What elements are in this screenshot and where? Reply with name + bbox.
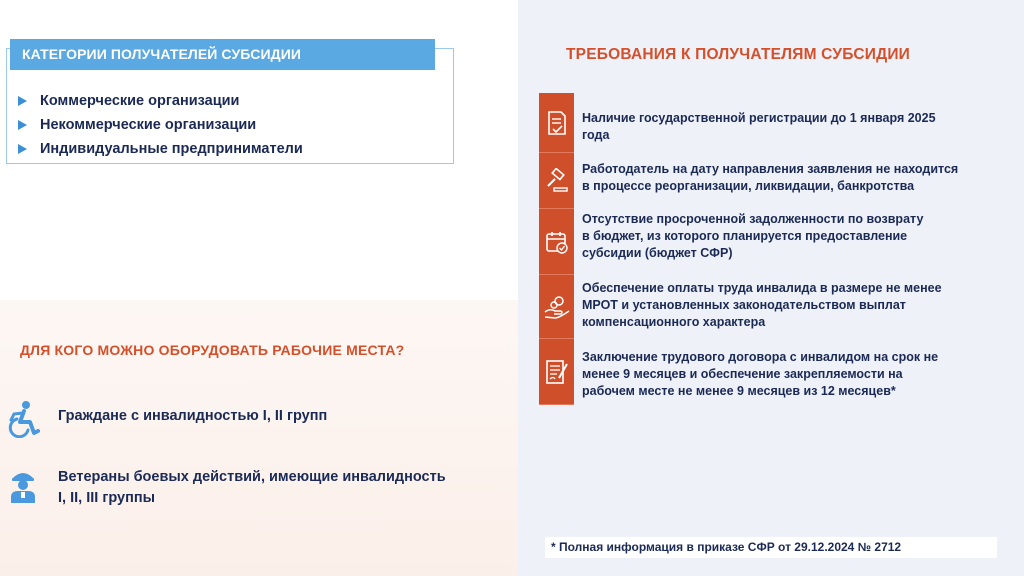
footnote: * Полная информация в приказе СФР от 29.12.2024 № 2712: [545, 537, 997, 558]
triangle-bullet-icon: [18, 120, 27, 130]
who-item-veterans: Ветераны боевых действий, имеющие инвалидность I, II, III группы: [6, 466, 446, 509]
list-item: Коммерческие организации: [18, 89, 303, 113]
veteran-icon: [6, 466, 40, 504]
requirement-icon-cell: [539, 275, 574, 339]
list-item: Индивидуальные предприниматели: [18, 137, 303, 161]
requirement-row-2: Работодатель на дату направления заявления не находится в процессе реорганизации, ликвидации, банкротства: [539, 153, 1002, 209]
who-item-disabled: Граждане с инвалидностью I, II групп: [6, 400, 327, 438]
list-item: Некоммерческие организации: [18, 113, 303, 137]
requirements-title: ТРЕБОВАНИЯ К ПОЛУЧАТЕЛЯМ СУБСИДИИ: [566, 46, 911, 63]
categories-list: [18, 89, 303, 161]
requirement-icon-cell: [539, 93, 574, 153]
requirement-row-5: Заключение трудового договора с инвалидом на срок не менее 9 месяцев и обеспечение закрепляемости на рабочем месте не менее 9 месяцев из 12 месяцев*: [539, 339, 1002, 405]
categories-title: КАТЕГОРИИ ПОЛУЧАТЕЛЕЙ СУБСИДИИ: [10, 39, 435, 70]
gavel-icon: [544, 168, 570, 194]
contract-icon: [544, 358, 570, 386]
requirement-row-3: Отсутствие просроченной задолженности по возврату в бюджет, из которого планируется предоставление субсидии (бюджет СФР): [539, 209, 1002, 275]
triangle-bullet-icon: [18, 96, 27, 106]
document-check-icon: [545, 110, 569, 136]
requirement-row-1: Наличие государственной регистрации до 1 января 2025 года: [539, 93, 1002, 153]
requirement-icon-cell: [539, 209, 574, 275]
requirement-icon-cell: [539, 153, 574, 209]
wheelchair-icon: [6, 400, 40, 438]
hand-coins-icon: [543, 294, 571, 320]
requirement-row-4: Обеспечение оплаты труда инвалида в размере не менее МРОТ и установленных законодательством выплат компенсационного характера: [539, 275, 1002, 339]
who-title: ДЛЯ КОГО МОЖНО ОБОРУДОВАТЬ РАБОЧИЕ МЕСТА?: [20, 342, 405, 358]
requirement-icon-cell: [539, 339, 574, 405]
calendar-check-icon: [544, 229, 570, 255]
triangle-bullet-icon: [18, 144, 27, 154]
